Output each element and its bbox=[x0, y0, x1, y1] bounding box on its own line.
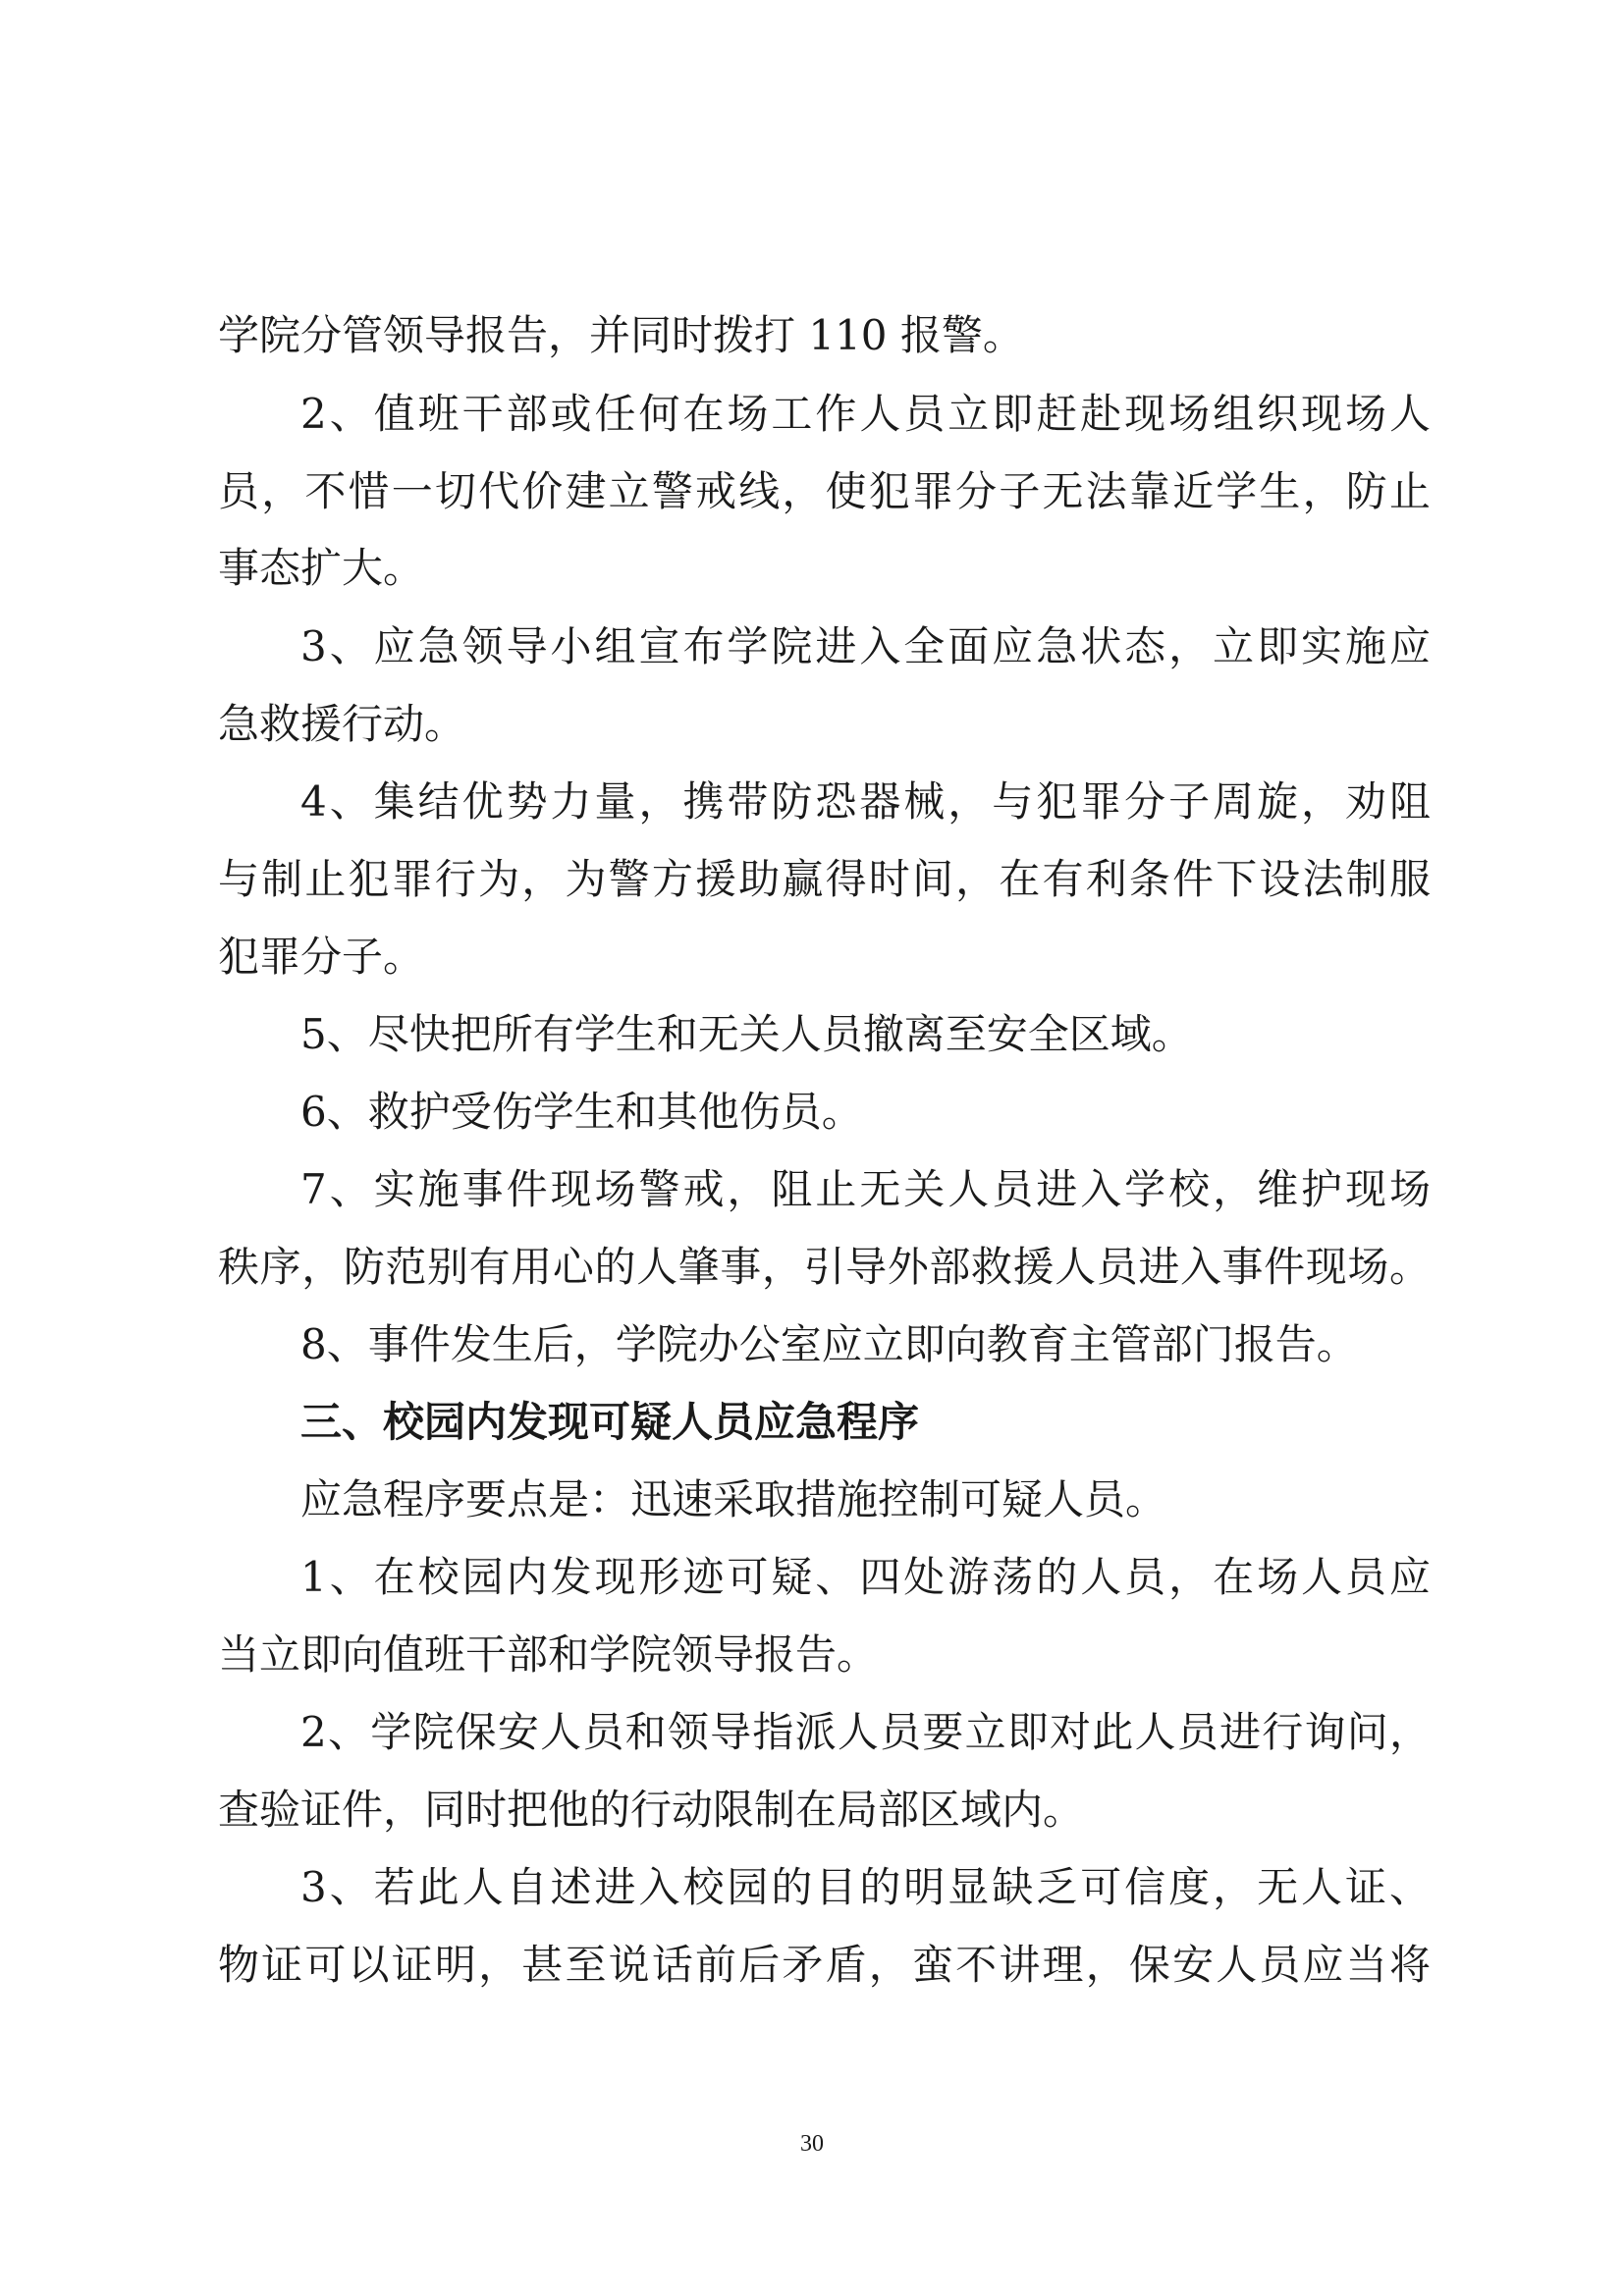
paragraph-line: 物证可以证明，甚至说话前后矛盾，蛮不讲理，保安人员应当将 bbox=[218, 1941, 1431, 1989]
paragraph-line: 员，不惜一切代价建立警戒线，使犯罪分子无法靠近学生，防止 bbox=[218, 467, 1431, 515]
paragraph-line: 学院分管领导报告，并同时拨打 110 报警。 bbox=[218, 311, 1024, 359]
paragraph-line: 急救援行动。 bbox=[218, 700, 466, 748]
paragraph-line: 2、值班干部或任何在场工作人员立即赶赴现场组织现场人 bbox=[300, 390, 1431, 438]
paragraph-line: 应急程序要点是：迅速采取措施控制可疑人员。 bbox=[300, 1475, 1167, 1523]
paragraph-line: 事态扩大。 bbox=[218, 544, 425, 592]
paragraph-line: 4、集结优势力量，携带防恐器械，与犯罪分子周旋，劝阻 bbox=[300, 777, 1431, 826]
paragraph-line: 3、应急领导小组宣布学院进入全面应急状态，立即实施应 bbox=[300, 622, 1431, 670]
paragraph-line: 5、尽快把所有学生和无关人员撤离至安全区域。 bbox=[300, 1010, 1193, 1058]
paragraph-line: 3、若此人自述进入校园的目的明显缺乏可信度，无人证、 bbox=[300, 1863, 1431, 1911]
paragraph-line: 1、在校园内发现形迹可疑、四处游荡的人员，在场人员应 bbox=[300, 1553, 1431, 1601]
paragraph-line: 查验证件，同时把他的行动限制在局部区域内。 bbox=[218, 1786, 1085, 1834]
section-heading: 三、校园内发现可疑人员应急程序 bbox=[300, 1398, 920, 1446]
paragraph-line: 7、实施事件现场警戒，阻止无关人员进入学校，维护现场 bbox=[300, 1165, 1431, 1213]
paragraph-line: 犯罪分子。 bbox=[218, 933, 425, 981]
paragraph-line: 秩序，防范别有用心的人肇事，引导外部救援人员进入事件现场。 bbox=[218, 1243, 1431, 1291]
paragraph-line: 当立即向值班干部和学院领导报告。 bbox=[218, 1630, 879, 1679]
paragraph-line: 与制止犯罪行为，为警方援助赢得时间，在有利条件下设法制服 bbox=[218, 855, 1431, 903]
page-number: 30 bbox=[800, 2131, 824, 2157]
paragraph-line: 8、事件发生后，学院办公室应立即向教育主管部门报告。 bbox=[300, 1320, 1358, 1368]
paragraph-line: 6、救护受伤学生和其他伤员。 bbox=[300, 1088, 863, 1136]
paragraph-line: 2、学院保安人员和领导指派人员要立即对此人员进行询问， bbox=[300, 1708, 1431, 1756]
